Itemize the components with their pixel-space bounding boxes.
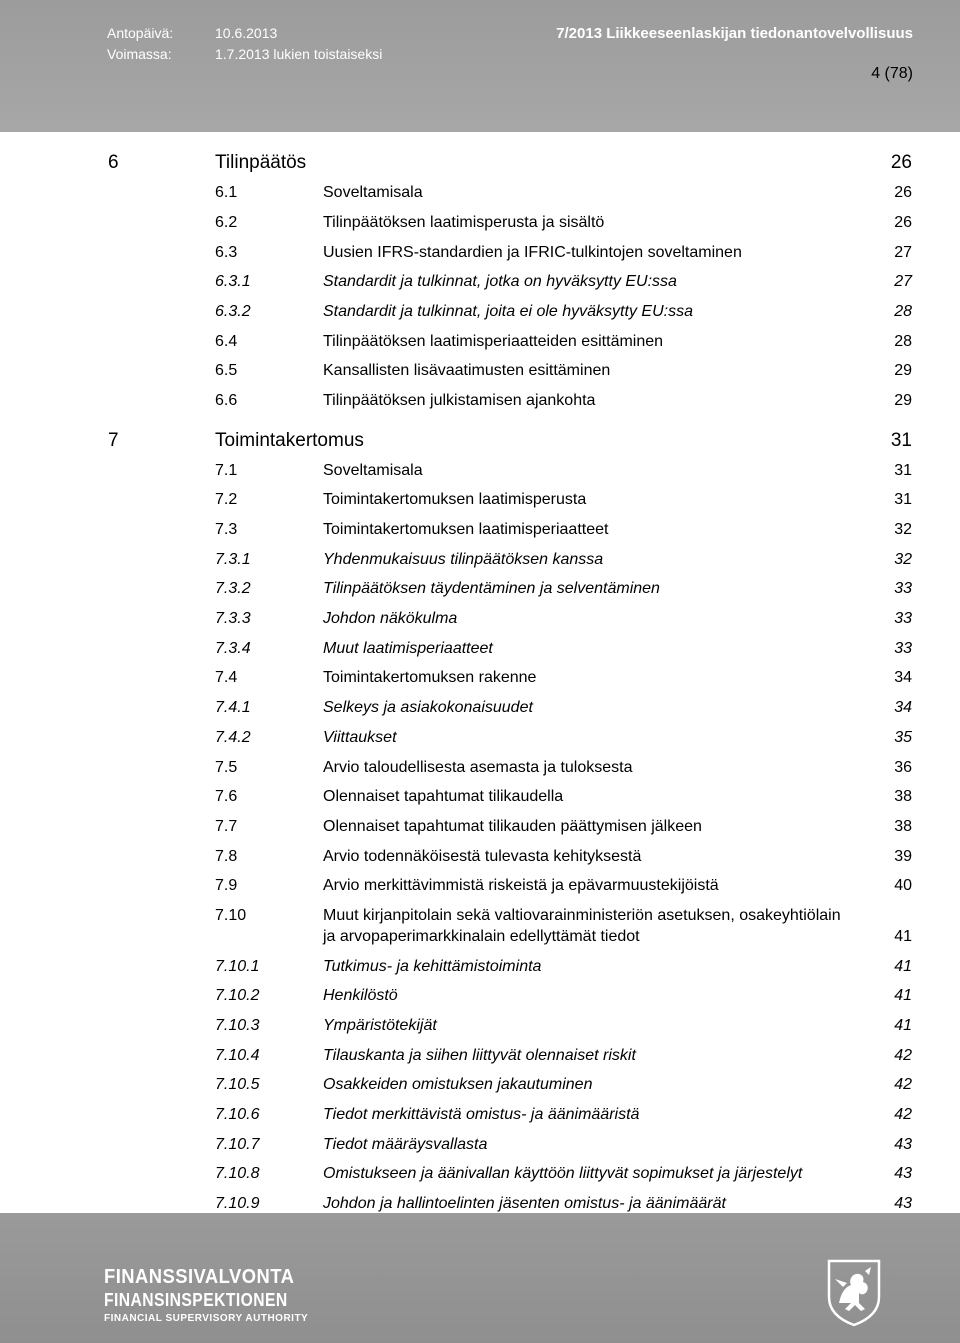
antopaiva-label: Antopäivä: — [107, 25, 174, 41]
lion-crest-icon — [825, 1257, 883, 1327]
voimassa-label: Voimassa: — [107, 46, 172, 62]
header-band — [0, 0, 960, 132]
document-title: 7/2013 Liikkeeseenlaskijan tiedonantovelvollisuus — [556, 25, 913, 42]
antopaiva-value: 10.6.2013 — [215, 25, 278, 41]
page-number: 4 (78) — [871, 65, 913, 82]
logo-finansinspektionen: FINANSINSPEKTIONEN — [104, 1290, 288, 1310]
logo-finanssivalvonta: FINANSSIVALVONTA — [104, 1266, 295, 1288]
logo-fsa: FINANCIAL SUPERVISORY AUTHORITY — [104, 1313, 309, 1324]
toc-item[interactable]: 7.10 Muut kirjanpitolain sekä valtiovarainministeriön asetuksen, osakeyhtiölain ja arvopaperimarkkinalain edellyttämät tiedot 41 — [215, 907, 912, 945]
voimassa-value: 1.7.2013 lukien toistaiseksi — [215, 46, 383, 62]
